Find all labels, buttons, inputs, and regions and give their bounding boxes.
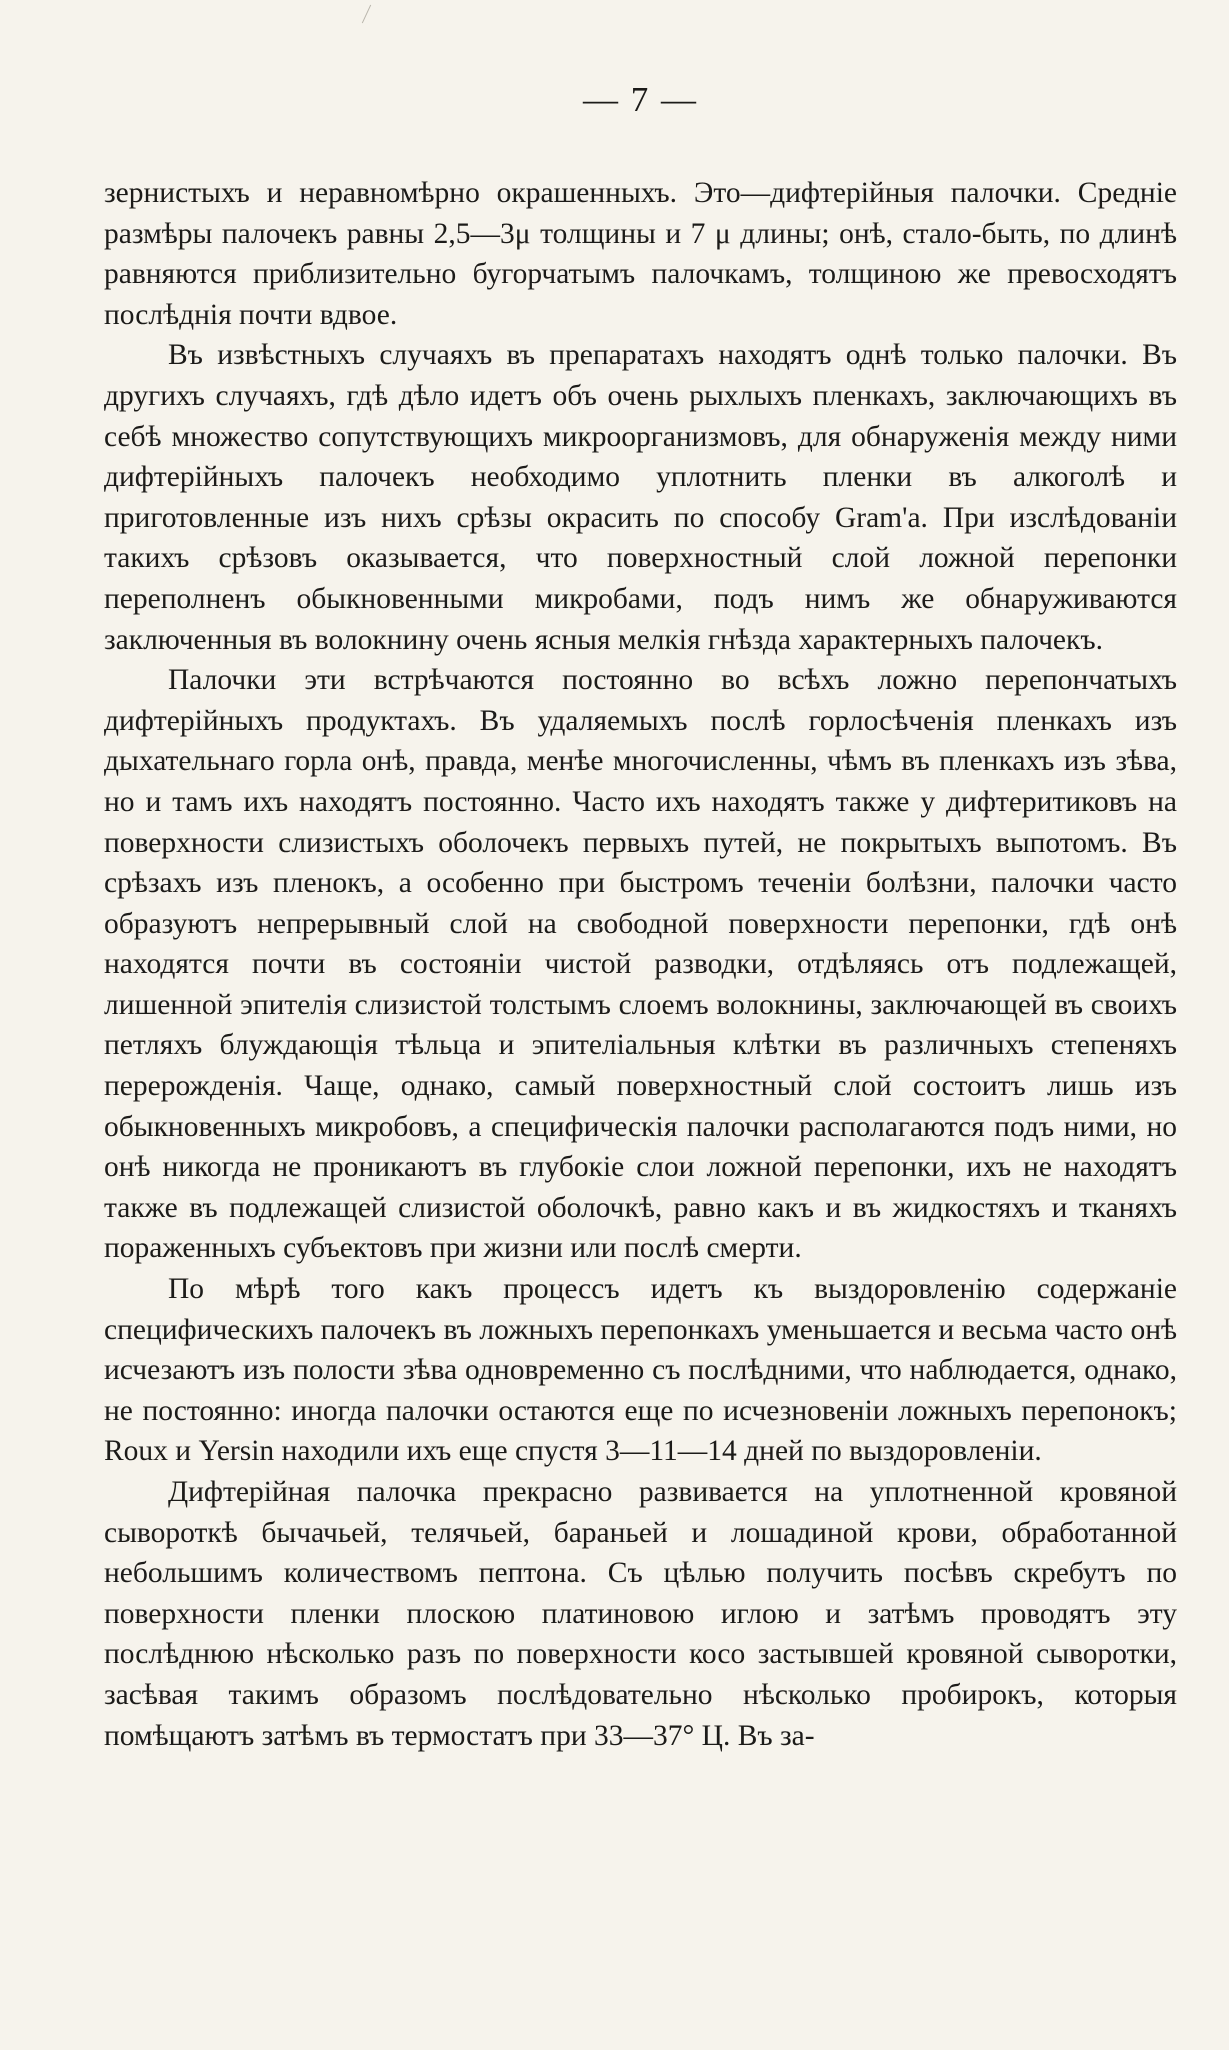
paragraph-1: зернистыхъ и неравномѣрно окрашенныхъ. Это—дифтерійныя палочки. Средніе размѣры палочекъ равны 2,5—3μ толщины и 7 μ длины; онѣ, стало-быть, по длинѣ равняются приблизительно бугорчатымъ палочкамъ, толщиною же превосходятъ послѣднія почти вдвое.	[104, 177, 1177, 331]
page-number: — 7 —	[583, 80, 698, 119]
paragraph-3: Палочки эти встрѣчаются постоянно во всѣхъ ложно перепончатыхъ дифтерійныхъ продуктахъ. Въ удаляемыхъ послѣ горлосѣченія пленкахъ изъ дыхательнаго горла онѣ, правда, менѣе многочисленны, чѣмъ въ пленкахъ изъ зѣва, но и тамъ ихъ находятъ постоянно. Часто ихъ находятъ также у дифтеритиковъ на поверхности слизистыхъ оболочекъ первыхъ путей, не покрытыхъ выпотомъ. Въ срѣзахъ изъ пленокъ, а особенно при быстромъ теченіи болѣзни, палочки часто образуютъ непрерывный слой на свободной поверхности перепонки, гдѣ онѣ находятся почти въ состояніи чистой разводки, отдѣляясь отъ подлежащей, лишенной эпителія слизистой толстымъ слоемъ волокнины, заключающей въ своихъ петляхъ блуждающія тѣльца и эпителіальныя клѣтки въ различныхъ степеняхъ перерожденія. Чаще, однако, самый поверхностный слой состоитъ лишь изъ обыкновенныхъ микробовъ, а специфическія палочки располагаются подъ ними, но онѣ никогда не проникаютъ въ глубокіе слои ложной перепонки, ихъ не находятъ также въ подлежащей слизистой оболочкѣ, равно какъ и въ жидкостяхъ и тканяхъ пораженныхъ субъектовъ при жизни или послѣ смерти.	[104, 664, 1177, 1265]
stray-pen-mark	[362, 5, 371, 24]
paragraph-2: Въ извѣстныхъ случаяхъ въ препаратахъ находятъ однѣ только палочки. Въ другихъ случаяхъ, гдѣ дѣло идетъ объ очень рыхлыхъ пленкахъ, заключающихъ въ себѣ множество сопутствующихъ микроорганизмовъ, для обнаруженія между ними дифтерійныхъ палочекъ необходимо уплотнить пленки въ алкоголѣ и приготовленные изъ нихъ срѣзы окрасить по способу Gram'а. При изслѣдованіи такихъ срѣзовъ оказывается, что поверхностный слой ложной перепонки переполненъ обыкновенными микробами, подъ нимъ же обнаруживаются заключенныя въ волокнину очень ясныя мелкія гнѣзда характерныхъ палочекъ.	[104, 339, 1177, 656]
body-text	[104, 173, 1177, 1756]
paragraph-5: Дифтерійная палочка прекрасно развивается на уплотненной кровяной сывороткѣ бычачьей, телячьей, бараньей и лошадиной крови, обработанной небольшимъ количествомъ пептона. Съ цѣлью получить посѣвъ скребутъ по поверхности пленки плоскою платиновою иглою и затѣмъ проводятъ эту послѣднюю нѣсколько разъ по поверхности косо застывшей кровяной сыворотки, засѣвая такимъ образомъ послѣдовательно нѣсколько пробирокъ, которыя помѣщаютъ затѣмъ въ термостатъ при 33—37° Ц. Въ за-	[104, 1476, 1177, 1752]
paragraph-4: По мѣрѣ того какъ процессъ идетъ къ выздоровленію содержаніе специфическихъ палочекъ въ ложныхъ перепонкахъ уменьшается и весьма часто онѣ исчезаютъ изъ полости зѣва одновременно съ послѣдними, что наблюдается, однако, не постоянно: иногда палочки остаются еще по исчезновеніи ложныхъ перепонокъ; Roux и Yersin находили ихъ еще спустя 3—11—14 дней по выздоровленіи.	[104, 1273, 1177, 1468]
